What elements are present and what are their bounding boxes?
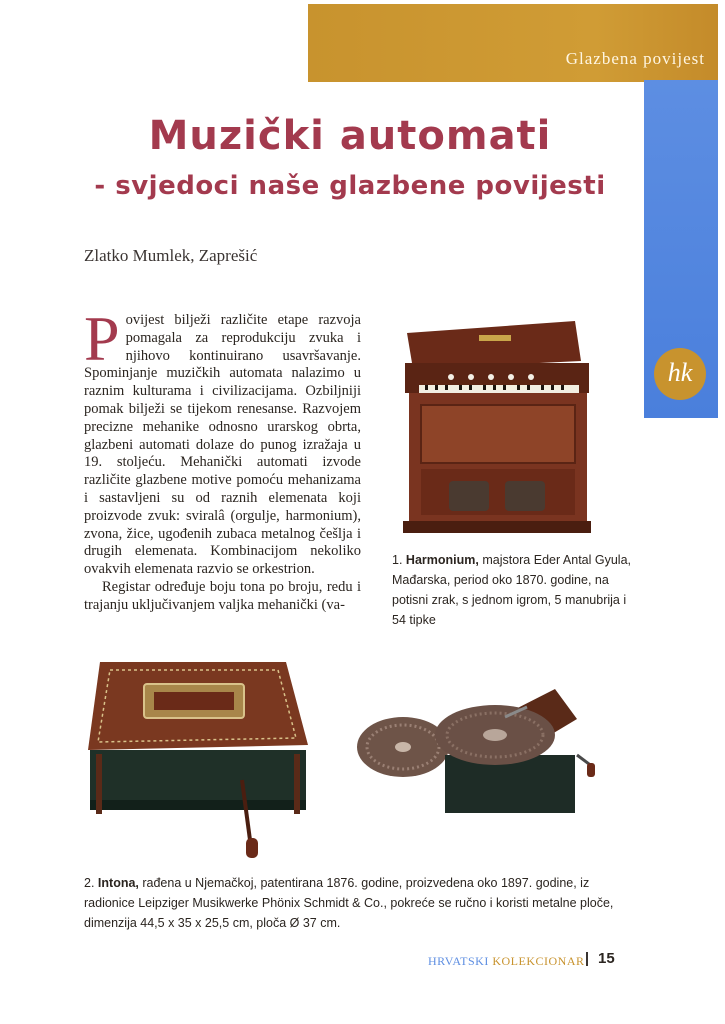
caption-2-text: rađena u Njemačkoj, patentirana 1876. godine, proizvedena oko 1897. godine, iz radionice Leipziger Musikwerke Phönix Schmidt & Co., pokreće se ručno i koristi metalne ploče, dimenzija 44,5 x 35 x 25,5 cm, ploča Ø 37 cm. [84, 876, 614, 930]
drop-cap: P [84, 303, 120, 374]
intona-open-photo [355, 685, 600, 820]
footer-divider [586, 952, 588, 966]
paragraph-1 [84, 303, 361, 579]
article-author: Zlatko Mumlek, Zaprešić [84, 246, 258, 265]
caption-1-number: 1. [392, 553, 403, 567]
section-label: Glazbena povijest [565, 49, 705, 68]
caption-2-name: Intona, [97, 876, 139, 890]
article-title: Muzički automati [148, 113, 552, 159]
paragraph-1-text: ovijest bilježi različite etape razvoja pomagala za reprodukciju zvuka i njihovo kontinuirano usavršavanje. Spominjanje muzičkih automata nalazimo u raznim kulturama i civilizacijama. Ozbiljniji pomak bilježi se tijekom renesanse. Razvojem precizne mehanike odnosno urarskog obrta, glazbeni automati dolaze do punog izražaja u 19. stoljeću. Mehanički automati izvode različite glazbene motive pomoću mehanizama i sastavljeni su od raznih elemenata koji proizvode zvuk: sviralâ (orgulje, harmonium), zvona, žice, ugođenih zubaca metalnog češlja i drugih elemenata. Kombinacijom nekoliko ovakvih elemenata razvio se orkestrion. [84, 312, 361, 578]
page-number: 15 [598, 950, 615, 967]
hk-logo-badge: hk [654, 348, 706, 400]
paragraph-2: Registar određuje boju tona po broju, redu i trajanju uključivanjem valjka mehanički (va- [84, 578, 361, 613]
article-body [84, 303, 361, 615]
intona-closed-photo [82, 650, 314, 860]
magazine-name-part2: KOLEKCIONAR [492, 954, 585, 968]
caption-1-name: Harmonium, [405, 553, 479, 567]
caption-harmonium [392, 550, 640, 630]
caption-1-text: majstora Eder Antal Gyula, Mađarska, period oko 1870. godine, na potisni zrak, s jednom igrom, 5 manubrija i 54 tipke [392, 553, 632, 627]
magazine-name-part1: HRVATSKI [428, 954, 493, 968]
article-subtitle: - svjedoci naše glazbene povijesti [94, 171, 606, 201]
magazine-name [428, 954, 585, 969]
section-header-band [308, 4, 718, 82]
caption-intona [84, 873, 624, 933]
harmonium-photo [399, 313, 595, 537]
caption-2-number: 2. [84, 876, 95, 890]
